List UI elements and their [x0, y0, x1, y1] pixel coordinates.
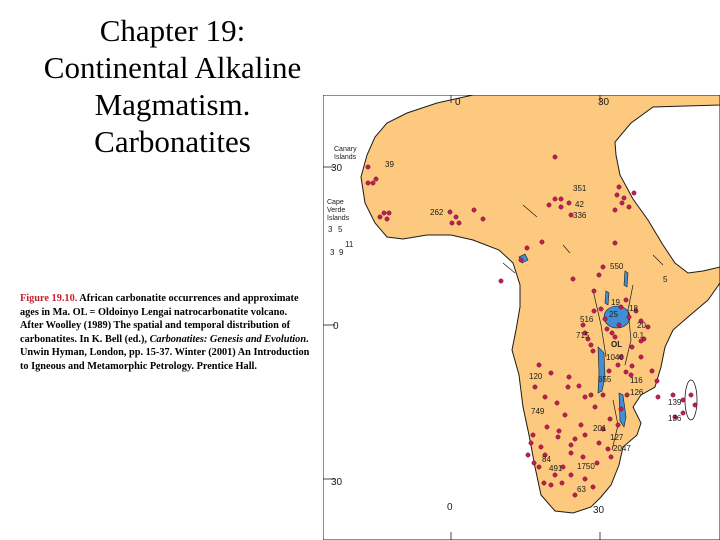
carbonatite-site-point — [543, 395, 547, 399]
carbonatite-site-point — [595, 461, 599, 465]
carbonatite-site-point — [537, 363, 541, 367]
carbonatite-site-point — [630, 345, 634, 349]
carbonatite-site-point — [559, 205, 563, 209]
carbonatite-site-point — [569, 443, 573, 447]
carbonatite-site-point — [627, 315, 631, 319]
carbonatite-site-point — [608, 417, 612, 421]
age-label: 9 — [339, 248, 344, 257]
carbonatite-site-point — [616, 423, 620, 427]
age-label: 3 — [328, 225, 333, 234]
age-label: 201 — [593, 424, 607, 433]
carbonatite-site-point — [559, 197, 563, 201]
canary-islands-label-1: Canary — [334, 146, 357, 153]
carbonatite-site-point — [573, 437, 577, 441]
carbonatite-site-point — [382, 211, 386, 215]
carbonatite-site-point — [526, 453, 530, 457]
age-label: 18 — [629, 304, 638, 313]
age-label: 262 — [430, 208, 444, 217]
carbonatite-site-point — [624, 370, 628, 374]
carbonatite-site-point — [583, 477, 587, 481]
carbonatite-site-point — [613, 208, 617, 212]
carbonatite-site-point — [366, 165, 370, 169]
carbonatite-site-point — [617, 323, 621, 327]
caption-text-1: African carbonatite occurrences and approximate ages in Ma. OL = Oldoinyo Lengai natrocarbonatite volcano. After Woolley (1989) The spatial and temporal distribution of carbonatites. In K. Bell (ed.), — [20, 293, 299, 345]
carbonatite-site-point — [553, 473, 557, 477]
carbonatite-site-point — [592, 289, 596, 293]
carbonatite-site-point — [378, 215, 382, 219]
carbonatite-site-point — [656, 395, 660, 399]
carbonatite-site-point — [525, 246, 529, 250]
carbonatite-site-point — [374, 177, 378, 181]
carbonatite-site-point — [569, 451, 573, 455]
carbonatite-site-point — [581, 455, 585, 459]
age-label: 126 — [630, 388, 644, 397]
lake-albert — [605, 291, 609, 305]
carbonatite-site-point — [567, 201, 571, 205]
age-label: 715 — [576, 331, 590, 340]
lon-label-bottom: 0 — [447, 502, 453, 513]
carbonatite-site-point — [454, 215, 458, 219]
carbonatite-site-point — [610, 331, 614, 335]
carbonatite-site-point — [592, 309, 596, 313]
carbonatite-site-point — [627, 205, 631, 209]
carbonatite-site-point — [539, 445, 543, 449]
carbonatite-site-point — [601, 393, 605, 397]
age-label: 749 — [531, 407, 545, 416]
carbonatite-site-point — [671, 393, 675, 397]
age-label: 42 — [575, 200, 584, 209]
age-label: 3 — [330, 248, 335, 257]
carbonatite-site-point — [625, 393, 629, 397]
carbonatite-site-point — [620, 201, 624, 205]
carbonatite-site-point — [448, 210, 452, 214]
age-label: 0.1 — [633, 331, 645, 340]
carbonatite-site-point — [681, 398, 685, 402]
carbonatite-site-point — [616, 363, 620, 367]
carbonatite-site-point — [632, 191, 636, 195]
age-label: 20 — [637, 321, 646, 330]
title-line-1: Chapter 19: — [99, 13, 246, 48]
age-label: 491 — [549, 464, 563, 473]
carbonatite-site-point — [583, 395, 587, 399]
age-label: 25 — [609, 310, 618, 319]
carbonatite-site-point — [563, 413, 567, 417]
lat-label-bottom: 30 — [331, 477, 343, 488]
lake-turkana — [624, 271, 628, 287]
carbonatite-site-point — [597, 441, 601, 445]
carbonatite-site-point — [593, 405, 597, 409]
lat-label-mid: 0 — [333, 321, 339, 332]
carbonatite-site-point — [472, 208, 476, 212]
carbonatite-site-point — [639, 355, 643, 359]
carbonatite-site-point — [560, 481, 564, 485]
carbonatite-site-point — [619, 407, 623, 411]
age-label: 351 — [573, 184, 587, 193]
age-label: 1040 — [606, 353, 624, 362]
age-label: 139 — [668, 398, 682, 407]
carbonatite-site-point — [577, 384, 581, 388]
carbonatite-site-point — [622, 196, 626, 200]
carbonatite-site-point — [571, 277, 575, 281]
carbonatite-site-point — [529, 441, 533, 445]
canary-islands-label-2: Islands — [334, 154, 357, 161]
carbonatite-site-point — [553, 197, 557, 201]
africa-carbonatite-map — [323, 95, 720, 540]
age-label: 39 — [385, 160, 394, 169]
carbonatite-site-point — [547, 203, 551, 207]
carbonatite-site-point — [589, 393, 593, 397]
oldoinyo-lengai-label: OL — [611, 340, 623, 349]
carbonatite-site-point — [681, 411, 685, 415]
carbonatite-site-point — [499, 279, 503, 283]
carbonatite-site-point — [549, 371, 553, 375]
carbonatite-site-point — [567, 375, 571, 379]
age-label: 336 — [573, 211, 587, 220]
age-label: 516 — [580, 315, 594, 324]
cape-verde-label-2: Verde — [327, 207, 346, 214]
caption-book-title: Carbonatites: Genesis and Evolution — [149, 333, 307, 345]
carbonatite-site-point — [599, 307, 603, 311]
carbonatite-site-point — [615, 193, 619, 197]
carbonatite-site-point — [553, 155, 557, 159]
cape-verde-label-1: Cape — [327, 199, 344, 206]
carbonatite-site-point — [693, 403, 697, 407]
carbonatite-site-point — [689, 393, 693, 397]
age-label: 120 — [529, 372, 543, 381]
carbonatite-site-point — [537, 465, 541, 469]
carbonatite-site-point — [655, 379, 659, 383]
carbonatite-site-point — [385, 217, 389, 221]
carbonatite-site-point — [549, 483, 553, 487]
carbonatite-site-point — [613, 241, 617, 245]
age-label: 136 — [668, 414, 682, 423]
age-label: 550 — [610, 262, 624, 271]
carbonatite-site-point — [603, 317, 607, 321]
title-line-2: Continental Alkaline — [43, 50, 302, 85]
carbonatite-site-point — [457, 221, 461, 225]
carbonatite-site-point — [583, 433, 587, 437]
age-label: 11 — [345, 240, 354, 249]
age-label: 127 — [610, 433, 624, 442]
title-line-4: Carbonatites — [94, 124, 251, 159]
age-label: 63 — [577, 485, 586, 494]
carbonatite-site-point — [597, 273, 601, 277]
carbonatite-site-point — [591, 485, 595, 489]
age-label: 5 — [663, 275, 668, 284]
age-label: 84 — [542, 455, 551, 464]
age-label: 1750 — [577, 462, 595, 471]
carbonatite-site-point — [556, 435, 560, 439]
carbonatite-site-point — [557, 429, 561, 433]
carbonatite-site-point — [371, 181, 375, 185]
cape-verde-label-3: Islands — [327, 215, 350, 222]
age-label: 5 — [338, 225, 343, 234]
carbonatite-site-point — [531, 433, 535, 437]
title-line-3: Magmatism. — [94, 87, 251, 122]
carbonatite-site-point — [366, 181, 370, 185]
carbonatite-site-point — [387, 211, 391, 215]
carbonatite-site-point — [566, 385, 570, 389]
carbonatite-site-point — [591, 349, 595, 353]
carbonatite-site-point — [609, 455, 613, 459]
carbonatite-site-point — [545, 425, 549, 429]
carbonatite-site-point — [606, 447, 610, 451]
age-label: 116 — [630, 376, 643, 385]
figure-caption — [20, 292, 310, 374]
caption-text-2: . Unwin Hyman, London, pp. 15-37. Winter (2001) An Introduction to Igneous and Metamorphic Petrology. Prentice Hall. — [20, 333, 310, 372]
age-label: 2047 — [613, 444, 631, 453]
carbonatite-site-point — [450, 221, 454, 225]
figure-label: Figure 19.10. — [20, 293, 78, 304]
carbonatite-site-point — [519, 258, 523, 262]
carbonatite-site-point — [569, 473, 573, 477]
slide-title — [0, 12, 345, 160]
carbonatite-site-point — [579, 423, 583, 427]
age-label: 19 — [611, 298, 620, 307]
carbonatite-site-point — [613, 335, 617, 339]
carbonatite-site-point — [646, 325, 650, 329]
carbonatite-site-point — [601, 265, 605, 269]
carbonatite-site-point — [650, 369, 654, 373]
age-label: 655 — [598, 375, 612, 384]
carbonatite-site-point — [542, 481, 546, 485]
carbonatite-site-point — [481, 217, 485, 221]
carbonatite-site-point — [630, 364, 634, 368]
lon-label-top-right: 30 — [598, 97, 610, 108]
carbonatite-site-point — [555, 401, 559, 405]
carbonatite-site-point — [605, 327, 609, 331]
carbonatite-site-point — [540, 240, 544, 244]
carbonatite-site-point — [589, 343, 593, 347]
lat-label-top: 30 — [331, 163, 343, 174]
carbonatite-site-point — [617, 185, 621, 189]
carbonatite-site-point — [532, 461, 536, 465]
lon-label-top: 0 — [455, 97, 461, 108]
lon-label-bottom-right: 30 — [593, 505, 605, 516]
carbonatite-site-point — [624, 298, 628, 302]
carbonatite-site-point — [607, 369, 611, 373]
carbonatite-site-point — [533, 385, 537, 389]
